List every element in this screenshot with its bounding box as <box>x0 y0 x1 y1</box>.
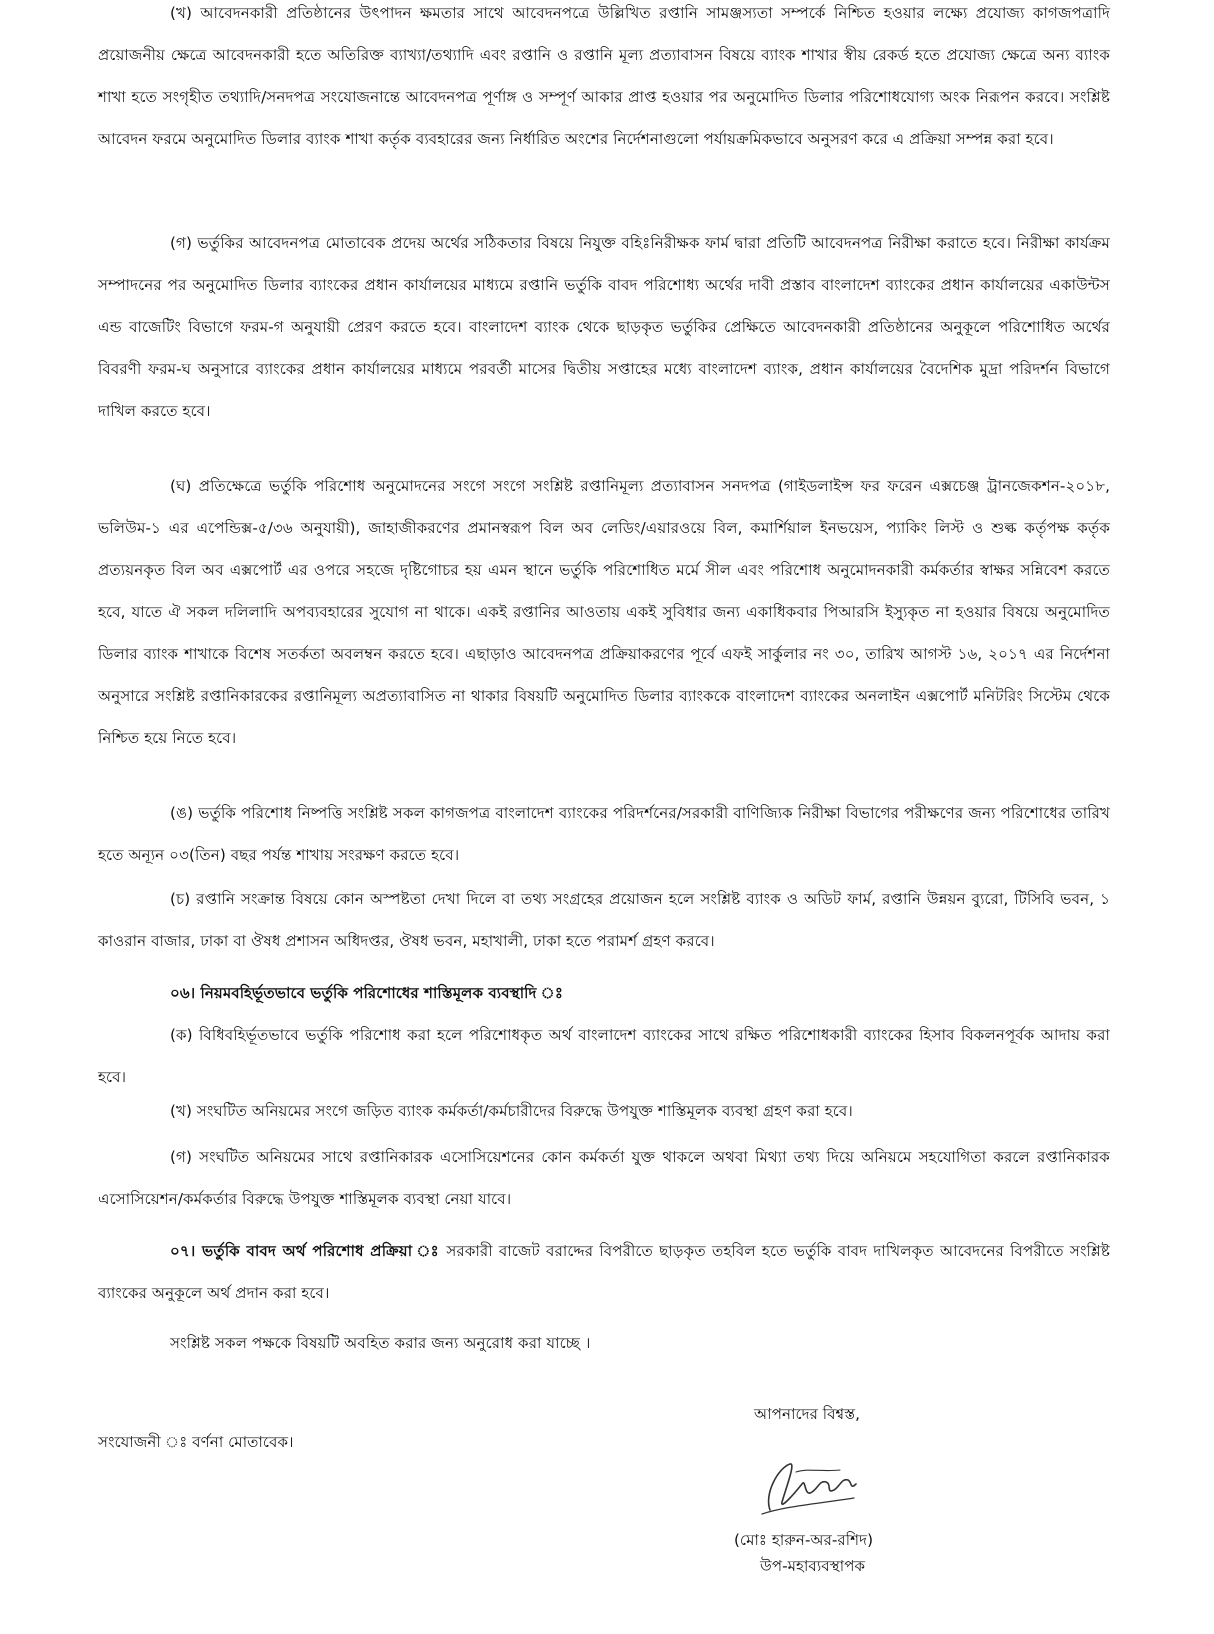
paragraph-umo-document-retention: (ঙ) ভর্তুকি পরিশোধ নিষ্পত্তি সংশ্লিষ্ট সকল কাগজপত্র বাংলাদেশ ব্যাংকের পরিদর্শনের/সরকারী বাণিজ্যিক নিরীক্ষা বিভাগের পরীক্ষণের জন্য পরিশোধের তারিখ হতে অন্যূন ০৩(তিন) বছর পর্যন্ত শাখায় সংরক্ষণ করতে হবে। <box>98 804 1110 864</box>
signature-image <box>756 1454 866 1520</box>
document-page <box>98 0 1110 1634</box>
signatory-designation: উপ-মহাব্যবস্থাপক <box>760 1557 866 1575</box>
yours-faithfully: আপনাদের বিশ্বস্ত, <box>754 1405 860 1423</box>
paragraph-ga-audit-claim: (গ) ভর্তুকির আবেদনপত্র মোতাবেক প্রদেয় অর্থের সঠিকতার বিষয়ে নিযুক্ত বহিঃনিরীক্ষক ফার্ম দ্বারা প্রতিটি আবেদনপত্র নিরীক্ষা করাতে হবে। নিরীক্ষা কার্যক্রম সম্পাদনের পর অনুমোদিত ডিলার ব্যাংকের প্রধান কার্যালয়ের মাধ্যমে রপ্তানি ভর্তুকি বাবদ পরিশোধ্য অর্থের দাবী প্রস্তাব বাংলাদেশ ব্যাংকের প্রধান কার্যালয়ের একাউন্টস এন্ড বাজেটিং বিভাগে ফরম-গ অনুযায়ী প্রেরণ করতে হবে। বাংলাদেশ ব্যাংক থেকে ছাড়কৃত ভর্তুকির প্রেক্ষিতে আবেদনকারী প্রতিষ্ঠানের অনুকূলে পরিশোধিত অর্থের বিবরণী ফরম-ঘ অনুসারে ব্যাংকের প্রধান কার্যালয়ের মাধ্যমে পরবর্তী মাসের দ্বিতীয় সপ্তাহের মধ্যে বাংলাদেশ ব্যাংক, প্রধান কার্যালয়ের বৈদেশিক মুদ্রা পরিদর্শন বিভাগে দাখিল করতে হবে। <box>98 234 1110 420</box>
paragraph-gha-seal-signature: (ঘ) প্রতিক্ষেত্রে ভর্তুকি পরিশোধ অনুমোদনের সংগে সংগে সংশ্লিষ্ট রপ্তানিমূল্য প্রত্যাবাসন সনদপত্র (গাইডলাইন্স ফর ফরেন এক্সচেঞ্জ ট্রানজেকশন-২০১৮, ভলিউম-১ এর এপেন্ডিক্স-৫/৩৬ অনুযায়ী), জাহাজীকরণের প্রমানস্বরূপ বিল অব লেডিং/এয়ারওয়ে বিল, কমার্শিয়াল ইনভয়েস, প্যাকিং লিস্ট ও শুল্ক কর্তৃপক্ষ কর্তৃক প্রত্যয়নকৃত বিল অব এক্সপোর্ট এর ওপরে সহজে দৃষ্টিগোচর হয় এমন স্থানে ভর্তুকি পরিশোধিত মর্মে সীল এবং পরিশোধ অনুমোদনকারী কর্মকর্তার স্বাক্ষর সন্নিবেশ করতে হবে, যাতে ঐ সকল দলিলাদি অপব্যবহারের সুযোগ না থাকে। একই রপ্তানির আওতায় একই সুবিধার জন্য একাধিকবার পিআরসি ইস্যুকৃত না হওয়ার বিষয়ে অনুমোদিত ডিলার ব্যাংক শাখাকে বিশেষ সতর্কতা অবলম্বন করতে হবে। এছাড়াও আবেদনপত্র প্রক্রিয়াকরণের পূর্বে এফই সার্কুলার নং ৩০, তারিখ আগস্ট ১৬, ২০১৭ এর নির্দেশনা অনুসারে সংশ্লিষ্ট রপ্তানিকারকের রপ্তানিমূল্য অপ্রত্যাবাসিত না থাকার বিষয়টি অনুমোদিত ডিলার ব্যাংককে বাংলাদেশ ব্যাংকের অনলাইন এক্সপোর্ট মনিটরিং সিস্টেম থেকে নিশ্চিত হয়ে নিতে হবে। <box>98 477 1110 747</box>
enclosure-note: সংযোজনী ঃ বর্ণনা মোতাবেক। <box>98 1433 294 1451</box>
paragraph-kha-export-verification: (খ) আবেদনকারী প্রতিষ্ঠানের উৎপাদন ক্ষমতার সাথে আবেদনপত্রে উল্লিখিত রপ্তানি সামঞ্জস্যতা সম্পর্কে নিশ্চিত হওয়ার লক্ষ্যে প্রযোজ্য কাগজপত্রাদি প্রয়োজনীয় ক্ষেত্রে আবেদনকারী হতে অতিরিক্ত ব্যাখ্যা/তথ্যাদি এবং রপ্তানি ও রপ্তানি মূল্য প্রত্যাবাসন বিষয়ে ব্যাংক শাখার স্বীয় রেকর্ড হতে প্রযোজ্য ক্ষেত্রে অন্য ব্যাংক শাখা হতে সংগৃহীত তথ্যাদি/সনদপত্র সংযোজনান্তে আবেদনপত্র পূর্ণাঙ্গ ও সম্পূর্ণ আকার প্রাপ্ত হওয়ার পর অনুমোদিত ডিলার পরিশোধযোগ্য অংক নিরূপন করবে। সংশ্লিষ্ট আবেদন ফরমে অনুমোদিত ডিলার ব্যাংক শাখা কর্তৃক ব্যবহারের জন্য নির্ধারিত অংশের নির্দেশনাগুলো পর্যায়ক্রমিকভাবে অনুসরণ করে এ প্রক্রিয়া সম্পন্ন করা হবে। <box>98 4 1111 148</box>
section-06-title: ০৬। নিয়মবহির্ভূতভাবে ভর্তুকি পরিশোধের শাস্তিমূলক ব্যবস্থাদি ঃ <box>170 984 563 1002</box>
section-06-kha: (খ) সংঘটিত অনিয়মের সংগে জড়িত ব্যাংক কর্মকর্তা/কর্মচারীদের বিরুদ্ধে উপযুক্ত শাস্তিমূলক ব্যবস্থা গ্রহণ করা হবে। <box>170 1102 853 1120</box>
paragraph-cha-consultation: (চ) রপ্তানি সংক্রান্ত বিষয়ে কোন অস্পষ্টতা দেখা দিলে বা তথ্য সংগ্রহের প্রয়োজন হলে সংশ্লিষ্ট ব্যাংক ও অডিট ফার্ম, রপ্তানি উন্নয়ন ব্যুরো, টিসিবি ভবন, ১ কাওরান বাজার, ঢাকা বা ঔষধ প্রশাসন অধিদপ্তর, ঔষধ ভবন, মহাখালী, ঢাকা হতে পরামর্শ গ্রহণ করবে। <box>98 890 1110 950</box>
section-07-body: সরকারী বাজেট বরাদ্দের বিপরীতে ছাড়কৃত তহবিল হতে ভর্তুকি বাবদ দাখিলকৃত আবেদনের বিপরীতে সংশ্লিষ্ট ব্যাংকের অনুকূলে অর্থ প্রদান করা হবে। <box>98 1242 1110 1302</box>
request-line: সংশ্লিষ্ট সকল পক্ষকে বিষয়টি অবহিত করার জন্য অনুরোধ করা যাচ্ছে । <box>170 1334 591 1352</box>
section-07-paragraph <box>98 1230 1110 1314</box>
signatory-name: (মোঃ হারুন-অর-রশিদ) <box>734 1531 874 1549</box>
section-06-ga: (গ) সংঘটিত অনিয়মের সাথে রপ্তানিকারক এসোসিয়েশনের কোন কর্মকর্তা যুক্ত থাকলে অথবা মিথ্যা তথ্য দিয়ে অনিয়মে সহযোগিতা করলে রপ্তানিকারক এসোসিয়েশন/কর্মকর্তার বিরুদ্ধে উপযুক্ত শাস্তিমূলক ব্যবস্থা নেয়া যাবে। <box>98 1148 1110 1208</box>
section-06-ka: (ক) বিধিবহির্ভূতভাবে ভর্তুকি পরিশোধ করা হলে পরিশোধকৃত অর্থ বাংলাদেশ ব্যাংকের সাথে রক্ষিত পরিশোধকারী ব্যাংকের হিসাব বিকলনপূর্বক আদায় করা হবে। <box>98 1026 1110 1086</box>
section-07-title: ০৭। ভর্তুকি বাবদ অর্থ পরিশোধ প্রক্রিয়া ঃ <box>170 1242 441 1260</box>
